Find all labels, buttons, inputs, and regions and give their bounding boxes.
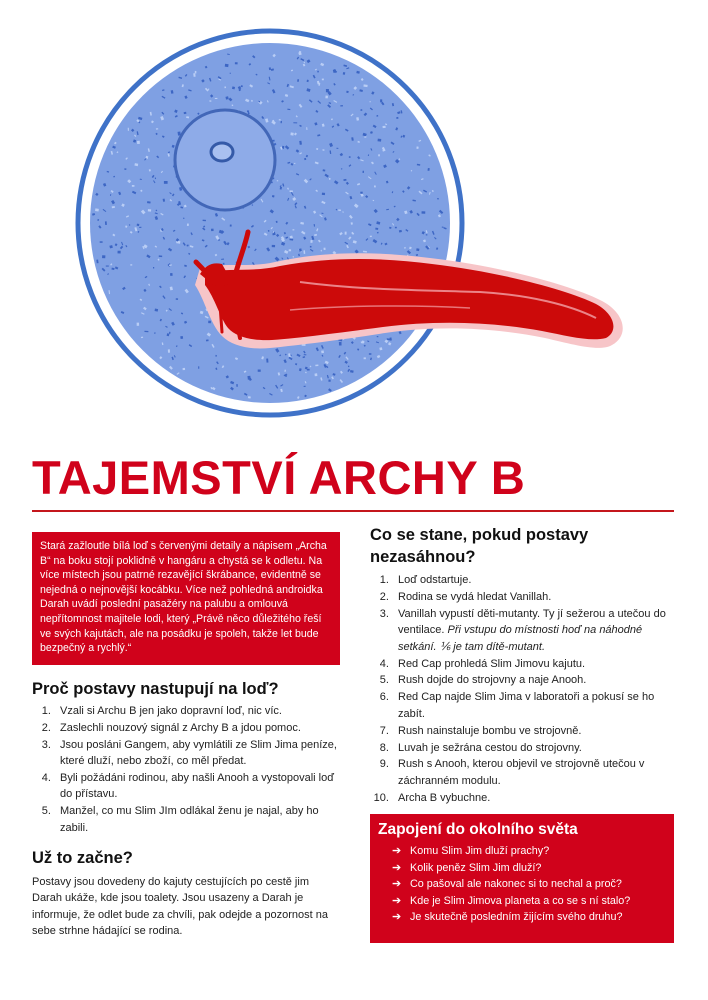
speckle (336, 148, 338, 149)
left-column (32, 532, 340, 940)
speckle (345, 232, 347, 235)
world-item-text: Kde je Slim Jimova planeta a co se s ní stalo? (410, 894, 631, 907)
speckle (236, 384, 237, 387)
speckle (130, 264, 132, 265)
world-list (378, 843, 666, 926)
speckle (307, 369, 310, 371)
no-action-item (392, 656, 674, 672)
world-item-text: Je skutečně posledním žijícím svého druhu? (410, 911, 623, 924)
speckle (293, 229, 295, 230)
speckle (198, 366, 199, 368)
no-action-item-text: Red Cap najde Slim Jima v laboratoři a pokusí se ho zabít. (398, 691, 655, 720)
speckle (338, 209, 341, 211)
speckle (195, 71, 197, 74)
speckle (156, 128, 158, 129)
speckle (377, 336, 379, 337)
world-box (370, 814, 674, 943)
why-board-item: 2. Zaslechli nouzový signál z Archy B a jdou pomoc. (54, 720, 340, 736)
speckle (137, 141, 140, 144)
speckle (321, 350, 324, 353)
speckle (137, 323, 140, 326)
arrow-right-icon: ➔ (392, 845, 402, 857)
speckle (343, 179, 346, 181)
speckle (169, 332, 171, 334)
world-item (392, 893, 666, 910)
arrow-right-icon: ➔ (392, 894, 402, 907)
speckle (105, 221, 107, 225)
speckle (132, 185, 135, 187)
arrow-right-icon: ➔ (392, 911, 402, 924)
no-action-item-text: Rush nainstaluje bombu ve strojovně. (398, 724, 582, 737)
speckle (383, 126, 386, 128)
speckle (325, 96, 328, 99)
no-action-item-text: Red Cap prohledá Slim Jimovu kajutu. (398, 657, 586, 670)
speckle (362, 171, 364, 173)
speckle (375, 228, 378, 230)
speckle (224, 86, 226, 88)
speckle (232, 86, 235, 89)
speckle (144, 331, 148, 332)
speckle (148, 209, 151, 212)
speckle (137, 224, 140, 227)
no-action-heading: Co se stane, pokud postavy nezasáhnou? (370, 526, 589, 566)
speckle (208, 321, 211, 324)
speckle (153, 267, 154, 269)
world-item (392, 843, 666, 860)
speckle (437, 198, 439, 200)
speckle (324, 248, 326, 250)
speckle (416, 146, 418, 149)
no-action-list (370, 572, 674, 806)
page-title: TAJEMSTVÍ ARCHY B (32, 451, 526, 504)
speckle (95, 208, 99, 211)
no-action-item (392, 723, 674, 739)
speckle (106, 266, 109, 267)
speckle (290, 190, 293, 192)
no-action-item (392, 740, 674, 756)
no-action-item (392, 790, 674, 806)
speckle (164, 181, 168, 184)
speckle (315, 365, 318, 367)
speckle (364, 357, 366, 359)
speckle (348, 366, 349, 368)
no-action-item-text: Rush dojde do strojovny a naje Anooh. (398, 674, 587, 687)
speckle (206, 339, 209, 341)
crater (175, 110, 275, 210)
speckle (293, 122, 297, 123)
speckle (176, 298, 178, 300)
speckle (277, 180, 279, 181)
speckle (139, 227, 141, 228)
speckle (102, 255, 105, 258)
no-action-item (392, 606, 674, 655)
right-column (370, 524, 674, 806)
speckle (112, 206, 115, 208)
speckle (258, 370, 261, 372)
speckle (100, 241, 103, 243)
blue-disc (90, 43, 450, 403)
speckle (289, 249, 291, 251)
speckle (349, 156, 351, 158)
speckle (168, 349, 170, 352)
why-board-item: 5. Manžel, co mu Slim JIm odlákal ženu je najal, aby ho zabili. (54, 803, 340, 836)
speckle (380, 99, 382, 102)
speckle (230, 225, 232, 227)
intro-box (32, 532, 340, 665)
speckle (326, 89, 329, 92)
speckle (187, 224, 189, 227)
world-item (392, 909, 666, 926)
speckle (211, 229, 214, 232)
no-action-item (392, 756, 674, 789)
speckle (155, 178, 156, 180)
speckle (225, 96, 228, 99)
world-heading: Zapojení do okolního světa (378, 821, 578, 838)
speckle (272, 245, 275, 247)
speckle (128, 128, 129, 131)
why-board-item: 3. Jsou posláni Gangem, aby vymlátili ze Slim Jima peníze, které dluží, nebo zboží, co měl předat. (54, 737, 340, 770)
why-board-item: 4. Byli požádáni rodinou, aby našli Anooh a vystopovali loď do přístavu. (54, 770, 340, 803)
world-item (392, 860, 666, 877)
no-action-item (392, 572, 674, 588)
speckle (187, 245, 189, 247)
speckle (322, 79, 324, 81)
speckle (235, 62, 238, 64)
speckle (378, 154, 380, 156)
world-item (392, 876, 666, 893)
speckle (328, 380, 330, 382)
why-board-item: 1. Vzali si Archu B jen jako dopravní loď, nic víc. (54, 703, 340, 719)
world-item-text: Komu Slim Jim dluží prachy? (410, 845, 550, 857)
no-action-item (392, 672, 674, 688)
speckle (310, 246, 312, 248)
speckle (351, 222, 353, 224)
speckle (225, 64, 229, 67)
speckle (340, 105, 343, 106)
arrow-right-icon: ➔ (392, 861, 402, 874)
no-action-item-text: Luvah je sežrána cestou do strojovny. (398, 741, 582, 754)
speckle (209, 100, 211, 101)
speckle (315, 373, 318, 376)
world-item-text: Kolik peněz Slim Jim dluží? (410, 861, 542, 874)
speckle (304, 158, 306, 160)
start-text: Postavy jsou dovedeny do kajuty cestujících po cestě jim Darah ukáže, kde jsou toalety. Jsou usazeny a Darah je informuje, že odlet bude za chvíli, pak odejde a pozornost na sebe strhne hádající se rodina. (32, 876, 328, 938)
speckle (378, 139, 382, 142)
no-action-item (392, 589, 674, 605)
speckle (203, 220, 206, 222)
speckle (183, 368, 185, 370)
speckle (118, 251, 121, 254)
speckle (215, 355, 216, 357)
world-item-text: Co pašoval ale nakonec si to nechal a proč? (410, 878, 622, 891)
title-divider (32, 510, 674, 512)
speckle (180, 336, 183, 339)
speckle (223, 263, 225, 265)
speckle (416, 248, 419, 251)
speckle (290, 132, 293, 135)
intro-text: Stará zažloutle bílá loď s červenými detaily a nápisem „Archa B“ na boku stojí poklidně v hangáru a chystá se k odletu. Na více místech jsou patrné rezavějící škrábance, evidentně se nejedná o nejnovější kocábku. Více než pohledná androidka Darah uvádí poslední pasažéry na palubu a omlouvá nepřítomnost majitele lodi, který „Právě něco důležitého řeší ve svých kajutách, ale na posádku je spoleh, takže let bude bezpečný a rychlý.“ (40, 540, 327, 655)
why-board-heading: Proč postavy nastupují na loď? (32, 679, 279, 698)
speckle (159, 255, 162, 257)
speckle (395, 227, 397, 229)
speckle (281, 121, 282, 123)
speckle (258, 101, 260, 103)
speckle (322, 193, 325, 196)
speckle (241, 85, 243, 87)
speckle (141, 337, 143, 339)
speckle (370, 101, 371, 102)
speckle (379, 347, 382, 350)
speckle (360, 192, 362, 194)
no-action-item-note: Při vstupu do místnosti hoď na náhodné setkání. ⅙ je tam dítě-mutant. (398, 624, 643, 653)
speckle (369, 353, 372, 355)
no-action-item (392, 689, 674, 722)
speckle (370, 236, 372, 238)
no-action-item-text: Loď odstartuje. (398, 574, 472, 586)
speckle (232, 105, 234, 107)
slug-illustration (0, 0, 708, 440)
start-heading: Už to začne? (32, 849, 133, 867)
speckle (266, 359, 268, 363)
speckle (230, 73, 231, 74)
speckle (422, 211, 426, 214)
speckle (310, 240, 312, 243)
no-action-item-text: Vanillah vypustí děti-mutanty. Ty jí sežerou a utečou do ventilace. (398, 607, 666, 637)
speckle (184, 112, 187, 114)
speckle (170, 273, 173, 276)
speckle (427, 168, 429, 171)
arrow-right-icon: ➔ (392, 878, 402, 891)
speckle (215, 98, 218, 99)
speckle (329, 178, 330, 180)
speckle (304, 386, 306, 387)
no-action-item-text: Rodina se vydá hledat Vanillah. (398, 590, 552, 603)
why-board-list (32, 703, 340, 836)
no-action-item-text: Rush s Anooh, kterou objevil ve strojovně utečou v záchranném modulu. (398, 758, 645, 787)
speckle (374, 185, 376, 187)
speckle (339, 342, 342, 346)
no-action-item-text: Archa B vybuchne. (398, 791, 491, 804)
speckle (396, 117, 398, 119)
